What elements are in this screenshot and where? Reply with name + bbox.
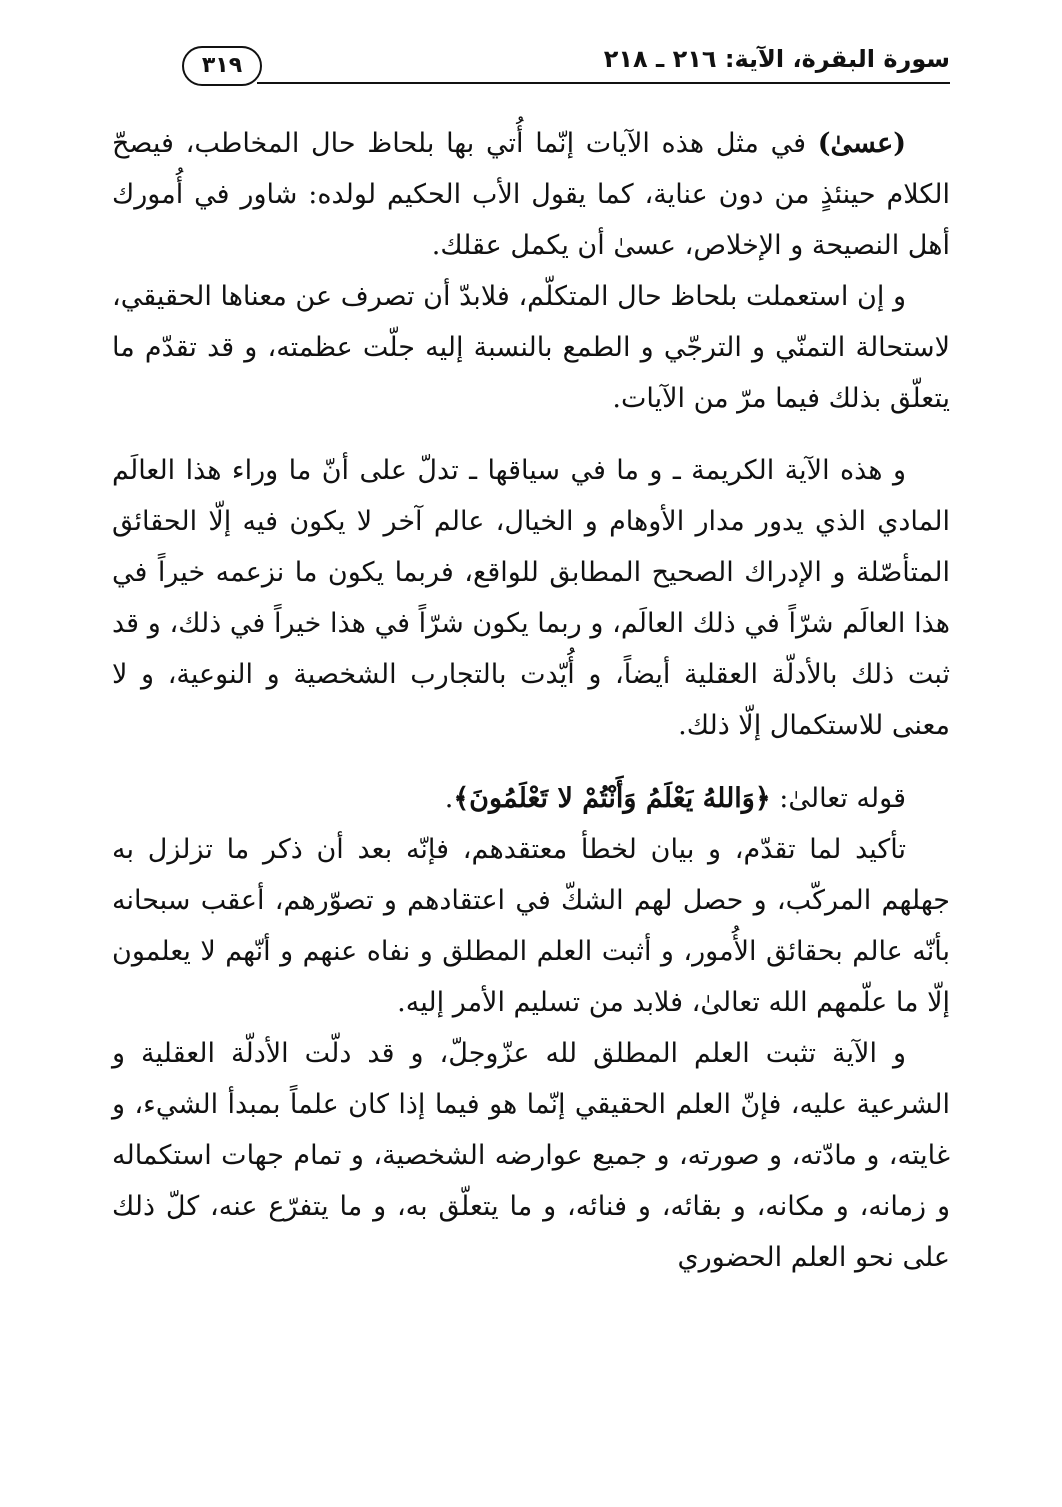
verse-tail: . (444, 783, 454, 814)
quran-verse: ﴿وَاللهُ يَعْلَمُ وَأَنْتُمْ لا تَعْلَمُونَ﴾ (453, 783, 771, 814)
body-text (112, 118, 950, 1283)
running-title: سورة البقرة، الآية: ٢١٦ ـ ٢١٨ (603, 45, 950, 73)
verse-lead: قوله تعالىٰ: (770, 783, 906, 814)
running-header (112, 38, 950, 90)
paragraph-1 (112, 118, 950, 271)
paragraph-6: و الآية تثبت العلم المطلق لله عزّوجلّ، و قد دلّت الأدلّة العقلية و الشرعية عليه، فإنّ العلم الحقيقي إنّما هو فيما إذا كان علماً بمبدأ الشيء، و غايته، و مادّته، و صورته، و جميع عوارضه الشخصية، و تمام جهات استكماله و زمانه، و مكانه، و بقائه، و فنائه، و ما يتعلّق به، و ما يتفرّع عنه، كلّ ذلك على نحو العلم الحضوري (112, 1038, 950, 1273)
paragraph-4 (112, 773, 950, 824)
header-rule (257, 82, 950, 84)
paragraph-1-text: في مثل هذه الآيات إنّما أُتي بها بلحاظ حال المخاطب، فيصحّ الكلام حينئذٍ من دون عناية، كما يقول الأب الحكيم لولده: شاور في أُمورك أهل النصيحة و الإخلاص، عسىٰ أن يكمل عقلك. (112, 128, 950, 261)
page-number: ٣١٩ (182, 46, 262, 86)
paragraph-2: و إن استعملت بلحاظ حال المتكلّم، فلابدّ أن تصرف عن معناها الحقيقي، لاستحالة التمنّي و الترجّي و الطمع بالنسبة إليه جلّت عظمته، و قد تقدّم ما يتعلّق بذلك فيما مرّ من الآيات. (112, 281, 950, 414)
paragraph-1-term: (عسىٰ) (817, 128, 906, 159)
paragraph-5: تأكيد لما تقدّم، و بيان لخطأ معتقدهم، فإنّه بعد أن ذكر ما تزلزل به جهلهم المركّب، و حصل لهم الشكّ في اعتقادهم و تصوّرهم، أعقب سبحانه بأنّه عالم بحقائق الأُمور، و أثبت العلم المطلق و نفاه عنهم و أنّهم لا يعلمون إلّا ما علّمهم الله تعالىٰ، فلابد من تسليم الأمر إليه. (112, 834, 950, 1018)
paragraph-3: و هذه الآية الكريمة ـ و ما في سياقها ـ تدلّ على أنّ ما وراء هذا العالَم المادي الذي يدور مدار الأوهام و الخيال، عالم آخر لا يكون فيه إلّا الحقائق المتأصّلة و الإدراك الصحيح المطابق للواقع، فربما يكون ما نزعمه خيراً في هذا العالَم شرّاً في ذلك العالَم، و ربما يكون شرّاً في هذا خيراً في ذلك، و قد ثبت ذلك بالأدلّة العقلية أيضاً، و أُيّدت بالتجارب الشخصية و النوعية، و لا معنى للاستكمال إلّا ذلك. (112, 455, 950, 741)
